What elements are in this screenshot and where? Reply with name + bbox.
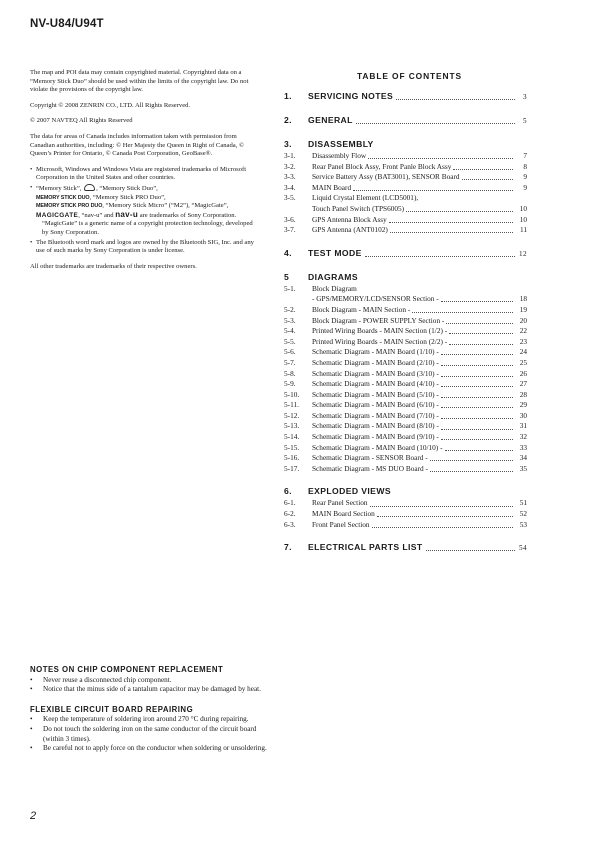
leader-dots [453,164,513,170]
entry-title: MAIN Board [312,182,352,192]
canada-data-notice: The data for areas of Canada includes information taken with permission from Canadian authorities, including: © Her Majesty the Queen in Right of Canada, © Queen’s Printer for Ontario, © Canada Post Corporation, GeoBase®. [30,132,245,158]
other-trademarks: All other trademarks are trademarks of their respective owners. [30,262,197,270]
toc-entry [284,316,527,327]
section-number: 3. [284,139,292,149]
entry-page: 32 [519,432,527,442]
toc-entry [284,326,527,337]
entry-number: 6-1. [284,498,296,508]
memory-stick-logo-icon [84,184,95,191]
entry-title: Schematic Diagram - MAIN Board (2/10) - [312,357,439,367]
entry-title: Schematic Diagram - SENSOR Board - [312,453,428,463]
entry-title: GPS Antenna (ANT0102) [312,225,388,235]
magicgate-note: “MagicGate” is a generic name of a copyright protection technology, developed by Sony Corporation. [42,220,253,236]
magicgate-logo: MAGICGATE [36,211,79,219]
entry-number: 5-12. [284,410,300,420]
section-title: GENERAL [308,115,353,125]
leader-dots [370,501,513,507]
entry-title: Block Diagram - POWER SUPPLY Section - [312,315,445,325]
entry-number: 5-5. [284,336,296,346]
toc-entry [284,379,527,390]
section-page: 54 [519,544,527,553]
entry-page: 52 [519,509,527,519]
toc-entry [284,464,527,475]
leader-dots [449,328,513,334]
entry-number: 3-7. [284,225,296,235]
entry-number: 5-9. [284,379,296,389]
entry-title: Schematic Diagram - MAIN Board (3/10) - [312,368,439,378]
entry-page: 24 [519,347,527,357]
section-page: 12 [519,249,527,258]
leader-dots [441,424,513,430]
entry-page: 29 [519,400,527,410]
entry-title: Service Battery Assy (BAT3001), SENSOR Board [312,172,460,182]
toc-section [284,486,527,530]
toc-entry [284,162,527,173]
entry-page: 9 [523,172,527,182]
toc-entry [284,432,527,443]
entry-page: 22 [519,326,527,336]
leader-dots [441,392,513,398]
entry-number: 5-16. [284,453,300,463]
section-title: EXPLODED VIEWS [308,486,391,497]
entry-title: Block Diagram [312,283,357,293]
toc-entry [284,400,527,411]
toc-entry [284,215,527,226]
toc-entry [284,204,527,215]
entry-number: 3-3. [284,172,296,182]
toc-entry [284,183,527,194]
toc-entry [284,151,527,162]
section-title: SERVICING NOTES [308,91,394,101]
leader-dots [430,455,513,461]
entry-title: Schematic Diagram - MAIN Board (7/10) - [312,410,439,420]
section-number: 7. [284,542,292,553]
entry-number: 5-15. [284,442,300,452]
toc-entry [284,225,527,236]
section-page: 3 [523,93,527,101]
entry-page: 23 [519,336,527,346]
entry-page: 30 [519,410,527,420]
toc-title: TABLE OF CONTENTS [357,71,462,81]
section-title: ELECTRICAL PARTS LIST [308,542,423,553]
list-item: • Keep the temperature of soldering iron around 270 °C during repairing. [30,715,270,725]
sony-trademark: • “Memory Stick”, , “Memory Stick Duo”, MEMORY STICK DUO, “Memory Stick PRO Duo”, MEMORY STICK PRO DUO, “Memory Stick Micro” (“M2”), “MagicGate”, MAGICGATE, “nav-u” and nav-u are trademarks of Sony Corporation. “MagicGate” is a generic name of a copyright protection technology, developed by Sony Corporation. [30,184,258,238]
leader-dots [462,174,513,180]
entry-page: 20 [519,315,527,325]
toc-section-heading [284,272,527,284]
chip-replacement-title: NOTES ON CHIP COMPONENT REPLACEMENT [30,665,224,674]
toc-sections [284,91,527,554]
toc-entry [284,358,527,369]
entry-number: 5-7. [284,357,296,367]
entry-title: - GPS/MEMORY/LCD/SENSOR Section - [312,294,439,304]
leader-dots [441,349,513,355]
leader-dots [441,360,513,366]
section-title: TEST MODE [308,247,362,258]
leader-dots [441,413,513,419]
entry-title: Schematic Diagram - MAIN Board (9/10) - [312,432,439,442]
leader-dots [441,296,513,302]
entry-page: 8 [523,161,527,171]
entry-title: Schematic Diagram - MAIN Board (5/10) - [312,389,439,399]
list-item: • Notice that the minus side of a tantalum capacitor may be damaged by heat. [30,685,270,695]
entry-number: 5-2. [284,304,296,314]
toc-entry [284,443,527,454]
entry-page: 7 [523,151,527,160]
memory-stick-pro-duo-logo: MEMORY STICK PRO DUO [36,203,103,210]
entry-number: 3-4. [284,182,296,192]
entry-page: 34 [519,453,527,463]
toc-section [284,248,527,260]
entry-title: Front Panel Section [312,519,370,529]
entry-page: 10 [519,214,527,224]
toc-section-heading [284,248,527,260]
map-data-notice: The map and POI data may contain copyrighted material. Copyrighted data on a “Memory Stick Duo” should be used within the limits of the copyright law. Do not violate the provisions of the copyright law. [30,69,249,94]
leader-dots [372,522,513,528]
memory-stick-duo-logo: MEMORY STICK DUO [36,194,90,201]
section-title: DISASSEMBLY [308,139,374,149]
flex-board-list [30,715,270,753]
leader-dots [353,185,513,191]
entry-title: Printed Wiring Boards - MAIN Section (1/2) - [312,326,448,336]
section-number: 5 [284,271,290,282]
model-header: NV-U84/U94T [30,18,104,30]
leader-dots [356,117,515,124]
toc-entry [284,172,527,183]
entry-number: 5-10. [284,389,300,399]
list-item: • Never reuse a disconnected chip component. [30,676,270,686]
toc-entry [284,421,527,432]
entry-title: Liquid Crystal Element (LCD5001), [312,193,419,203]
toc-section [284,542,527,554]
zenrin-copyright: Copyright © 2008 ZENRIN CO., LTD. All Rights Reserved. [30,101,191,109]
toc-entry [284,520,527,531]
section-title: DIAGRAMS [308,271,358,282]
entry-title: Schematic Diagram - MAIN Board (4/10) - [312,379,439,389]
leader-dots [390,227,513,233]
entry-number: 5-17. [284,463,300,473]
entry-number: 6-3. [284,519,296,529]
leader-dots [430,466,513,472]
entry-page: 27 [519,379,527,389]
entry-page: 28 [519,389,527,399]
flex-board-title: FLEXIBLE CIRCUIT BOARD REPAIRING [30,704,194,714]
leader-dots [449,339,513,345]
entry-page: 26 [519,368,527,378]
entry-title: MAIN Board Section [312,509,375,519]
entry-title: Rear Panel Block Assy, Front Panle Block Assy [312,161,452,171]
toc-section-heading [284,91,527,103]
service-notes [30,665,270,764]
entry-title: Schematic Diagram - MAIN Board (6/10) - [312,400,439,410]
leader-dots [426,544,515,551]
microsoft-trademark: • Microsoft, Windows and Windows Vista are registered trademarks of Microsoft Corporation in the United States and other countries. [30,166,258,183]
chip-replacement-list [30,676,270,695]
leader-dots [445,445,514,451]
section-page: 5 [523,117,527,125]
leader-dots [389,217,513,223]
section-number: 4. [284,247,292,258]
entry-number: 5-13. [284,421,300,431]
toc-section [284,139,527,236]
leader-dots [368,153,513,159]
leader-dots [412,307,513,313]
toc-entry [284,390,527,401]
entry-number: 3-5. [284,193,296,203]
leader-dots [396,93,515,100]
toc-entry [284,294,527,305]
toc-entry [284,305,527,316]
entry-title: Block Diagram - MAIN Section - [312,304,411,314]
table-of-contents [284,71,527,566]
trademark-list [30,166,258,256]
toc-entry [284,193,527,204]
entry-number: 3-6. [284,214,296,224]
toc-section [284,115,527,127]
entry-number: 3-2. [284,161,296,171]
entry-page: 19 [519,304,527,314]
entry-number: 5-14. [284,432,300,442]
section-number: 1. [284,91,292,101]
entry-number: 5-6. [284,347,296,357]
entry-number: 5-8. [284,368,296,378]
entry-title: Printed Wiring Boards - MAIN Section (2/2) - [312,336,448,346]
navteq-copyright: © 2007 NAVTEQ All Rights Reserved [30,117,133,125]
entry-page: 51 [519,498,527,508]
entry-number: 6-2. [284,509,296,519]
leader-dots [446,318,513,324]
entry-page: 35 [519,463,527,473]
entry-title: Disassembly Flow [312,151,367,160]
leader-dots [441,434,513,440]
toc-section-heading [284,115,527,127]
entry-title: Schematic Diagram - MAIN Board (8/10) - [312,421,439,431]
page-number: 2 [30,810,37,822]
entry-page: 10 [519,203,527,213]
entry-page: 53 [519,519,527,529]
entry-page: 25 [519,357,527,367]
list-item: • Be careful not to apply force on the conductor when soldering or unsoldering. [30,744,270,754]
entry-page: 11 [519,225,527,235]
leader-dots [365,250,515,257]
leader-dots [441,381,513,387]
toc-entry [284,453,527,464]
entry-page: 33 [519,442,527,452]
entry-page: 31 [519,421,527,431]
entry-number: 5-11. [284,400,299,410]
section-number: 2. [284,115,292,125]
toc-section [284,272,527,475]
entry-title: Schematic Diagram - MAIN Board (1/10) - [312,347,439,357]
entry-title: Touch Panel Switch (TPS6005) [312,203,405,213]
entry-title: Rear Panel Section [312,498,368,508]
leader-dots [406,206,513,212]
toc-section-heading [284,486,527,498]
entry-title: Schematic Diagram - MAIN Board (10/10) - [312,442,443,452]
entry-page: 18 [519,294,527,304]
section-number: 6. [284,486,292,497]
entry-number: 5-4. [284,326,296,336]
toc-entry [284,284,527,295]
nav-u-logo: nav-u [115,209,139,219]
copyright-notices [30,69,258,278]
leader-dots [377,511,513,517]
toc-entry [284,411,527,422]
list-item: • Do not touch the soldering iron on the same conductor of the circuit board (within 3 times). [30,725,270,744]
entry-number: 5-1. [284,283,296,293]
entry-number: 5-3. [284,315,296,325]
entry-title: Schematic Diagram - MS DUO Board - [312,463,428,473]
leader-dots [441,402,513,408]
toc-section [284,91,527,103]
entry-page: 9 [523,182,527,192]
toc-entry [284,369,527,380]
entry-title: GPS Antenna Block Assy [312,214,387,224]
entry-number: 3-1. [284,151,296,160]
leader-dots [441,371,513,377]
toc-entry [284,498,527,509]
toc-entry [284,509,527,520]
toc-entry [284,337,527,348]
toc-section-heading [284,139,527,151]
toc-entry [284,347,527,358]
toc-section-heading [284,542,527,554]
bluetooth-trademark: • The Bluetooth word mark and logos are owned by the Bluetooth SIG, Inc. and any use of such marks by Sony Corporation is under license. [30,239,258,256]
